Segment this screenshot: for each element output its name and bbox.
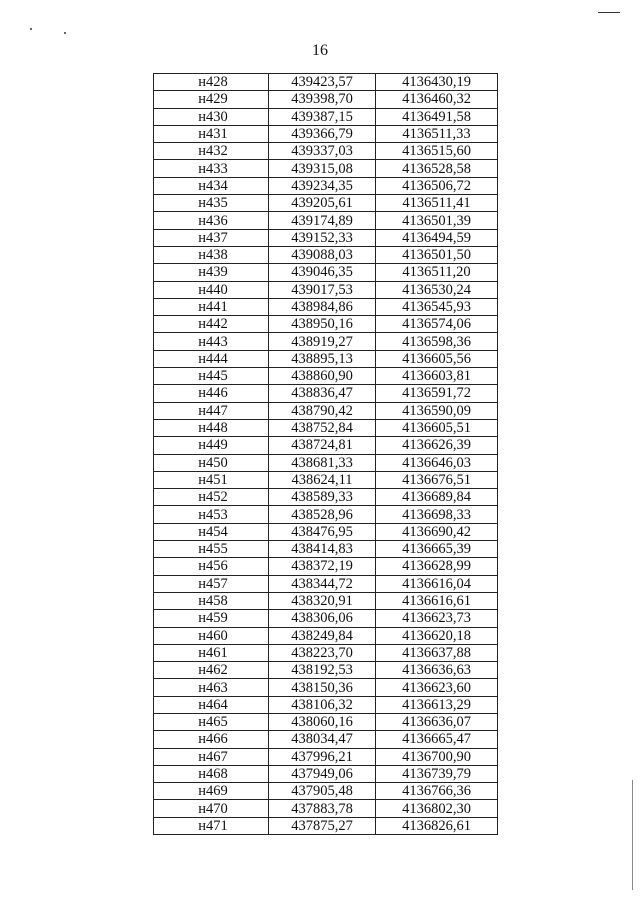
table-row (154, 350, 498, 367)
y-coordinate-cell: 4136637,88 (376, 644, 498, 661)
y-coordinate-cell: 4136620,18 (376, 627, 498, 644)
y-coordinate-cell: 4136430,19 (376, 74, 498, 91)
point-cell: н450 (154, 454, 269, 471)
y-coordinate-cell: 4136494,59 (376, 229, 498, 246)
table-row (154, 419, 498, 436)
y-coordinate-cell: 4136590,09 (376, 402, 498, 419)
x-coordinate-cell: 438860,90 (269, 368, 376, 385)
table-row (154, 489, 498, 506)
y-coordinate-cell: 4136826,61 (376, 817, 498, 834)
table-row (154, 108, 498, 125)
table-row (154, 368, 498, 385)
table-row (154, 264, 498, 281)
point-cell: н468 (154, 765, 269, 782)
table-row (154, 143, 498, 160)
scan-mark-top-right (598, 12, 620, 13)
point-cell: н443 (154, 333, 269, 350)
scan-edge-line (632, 780, 633, 890)
table-row (154, 333, 498, 350)
point-cell: н461 (154, 644, 269, 661)
point-cell: н437 (154, 229, 269, 246)
point-cell: н458 (154, 592, 269, 609)
table-row (154, 385, 498, 402)
y-coordinate-cell: 4136605,51 (376, 419, 498, 436)
x-coordinate-cell: 439088,03 (269, 246, 376, 263)
table-row (154, 800, 498, 817)
y-coordinate-cell: 4136511,41 (376, 195, 498, 212)
x-coordinate-cell: 438320,91 (269, 592, 376, 609)
y-coordinate-cell: 4136530,24 (376, 281, 498, 298)
y-coordinate-cell: 4136511,33 (376, 125, 498, 142)
x-coordinate-cell: 439337,03 (269, 143, 376, 160)
x-coordinate-cell: 438624,11 (269, 471, 376, 488)
point-cell: н466 (154, 731, 269, 748)
point-cell: н442 (154, 316, 269, 333)
y-coordinate-cell: 4136616,61 (376, 592, 498, 609)
x-coordinate-cell: 439152,33 (269, 229, 376, 246)
table-row (154, 281, 498, 298)
table-row (154, 74, 498, 91)
y-coordinate-cell: 4136591,72 (376, 385, 498, 402)
y-coordinate-cell: 4136460,32 (376, 91, 498, 108)
x-coordinate-cell: 438306,06 (269, 610, 376, 627)
point-cell: н467 (154, 748, 269, 765)
y-coordinate-cell: 4136491,58 (376, 108, 498, 125)
table-row (154, 731, 498, 748)
table-row (154, 610, 498, 627)
point-cell: н449 (154, 437, 269, 454)
x-coordinate-cell: 439205,61 (269, 195, 376, 212)
x-coordinate-cell: 438589,33 (269, 489, 376, 506)
x-coordinate-cell: 438984,86 (269, 298, 376, 315)
point-cell: н429 (154, 91, 269, 108)
table-row (154, 160, 498, 177)
table-row (154, 212, 498, 229)
x-coordinate-cell: 438249,84 (269, 627, 376, 644)
y-coordinate-cell: 4136528,58 (376, 160, 498, 177)
y-coordinate-cell: 4136545,93 (376, 298, 498, 315)
point-cell: н430 (154, 108, 269, 125)
x-coordinate-cell: 438895,13 (269, 350, 376, 367)
y-coordinate-cell: 4136603,81 (376, 368, 498, 385)
table-row (154, 748, 498, 765)
table-row (154, 575, 498, 592)
table-row (154, 783, 498, 800)
y-coordinate-cell: 4136700,90 (376, 748, 498, 765)
y-coordinate-cell: 4136689,84 (376, 489, 498, 506)
table-row (154, 229, 498, 246)
point-cell: н452 (154, 489, 269, 506)
x-coordinate-cell: 438150,36 (269, 679, 376, 696)
x-coordinate-cell: 438476,95 (269, 523, 376, 540)
point-cell: н439 (154, 264, 269, 281)
point-cell: н434 (154, 177, 269, 194)
x-coordinate-cell: 438192,53 (269, 662, 376, 679)
y-coordinate-cell: 4136676,51 (376, 471, 498, 488)
x-coordinate-cell: 438223,70 (269, 644, 376, 661)
x-coordinate-cell: 437949,06 (269, 765, 376, 782)
point-cell: н435 (154, 195, 269, 212)
x-coordinate-cell: 437905,48 (269, 783, 376, 800)
x-coordinate-cell: 439174,89 (269, 212, 376, 229)
y-coordinate-cell: 4136636,63 (376, 662, 498, 679)
y-coordinate-cell: 4136646,03 (376, 454, 498, 471)
coordinates-table-body (154, 74, 498, 835)
table-row (154, 662, 498, 679)
point-cell: н462 (154, 662, 269, 679)
y-coordinate-cell: 4136598,36 (376, 333, 498, 350)
point-cell: н451 (154, 471, 269, 488)
y-coordinate-cell: 4136628,99 (376, 558, 498, 575)
x-coordinate-cell: 438752,84 (269, 419, 376, 436)
y-coordinate-cell: 4136802,30 (376, 800, 498, 817)
x-coordinate-cell: 438919,27 (269, 333, 376, 350)
y-coordinate-cell: 4136766,36 (376, 783, 498, 800)
point-cell: н469 (154, 783, 269, 800)
x-coordinate-cell: 438060,16 (269, 713, 376, 730)
table-row (154, 541, 498, 558)
y-coordinate-cell: 4136690,42 (376, 523, 498, 540)
point-cell: н448 (154, 419, 269, 436)
x-coordinate-cell: 438950,16 (269, 316, 376, 333)
point-cell: н464 (154, 696, 269, 713)
point-cell: н463 (154, 679, 269, 696)
point-cell: н441 (154, 298, 269, 315)
point-cell: н440 (154, 281, 269, 298)
y-coordinate-cell: 4136501,50 (376, 246, 498, 263)
point-cell: н428 (154, 74, 269, 91)
point-cell: н447 (154, 402, 269, 419)
y-coordinate-cell: 4136623,60 (376, 679, 498, 696)
y-coordinate-cell: 4136636,07 (376, 713, 498, 730)
point-cell: н444 (154, 350, 269, 367)
x-coordinate-cell: 439315,08 (269, 160, 376, 177)
y-coordinate-cell: 4136616,04 (376, 575, 498, 592)
table-row (154, 298, 498, 315)
table-row (154, 765, 498, 782)
point-cell: н431 (154, 125, 269, 142)
point-cell: н456 (154, 558, 269, 575)
scan-dot (64, 32, 66, 34)
y-coordinate-cell: 4136515,60 (376, 143, 498, 160)
point-cell: н455 (154, 541, 269, 558)
point-cell: н438 (154, 246, 269, 263)
x-coordinate-cell: 437875,27 (269, 817, 376, 834)
point-cell: н465 (154, 713, 269, 730)
x-coordinate-cell: 439234,35 (269, 177, 376, 194)
table-row (154, 506, 498, 523)
y-coordinate-cell: 4136623,73 (376, 610, 498, 627)
y-coordinate-cell: 4136665,39 (376, 541, 498, 558)
table-row (154, 437, 498, 454)
y-coordinate-cell: 4136511,20 (376, 264, 498, 281)
table-row (154, 558, 498, 575)
y-coordinate-cell: 4136501,39 (376, 212, 498, 229)
y-coordinate-cell: 4136574,06 (376, 316, 498, 333)
table-row (154, 627, 498, 644)
table-row (154, 592, 498, 609)
y-coordinate-cell: 4136613,29 (376, 696, 498, 713)
y-coordinate-cell: 4136506,72 (376, 177, 498, 194)
x-coordinate-cell: 439387,15 (269, 108, 376, 125)
table-row (154, 644, 498, 661)
point-cell: н432 (154, 143, 269, 160)
scan-dot (30, 28, 32, 30)
table-row (154, 454, 498, 471)
x-coordinate-cell: 439398,70 (269, 91, 376, 108)
table-row (154, 471, 498, 488)
point-cell: н459 (154, 610, 269, 627)
y-coordinate-cell: 4136626,39 (376, 437, 498, 454)
table-row (154, 316, 498, 333)
page-number: 16 (312, 42, 328, 59)
x-coordinate-cell: 438106,32 (269, 696, 376, 713)
x-coordinate-cell: 439046,35 (269, 264, 376, 281)
table-row (154, 402, 498, 419)
x-coordinate-cell: 438790,42 (269, 402, 376, 419)
x-coordinate-cell: 438836,47 (269, 385, 376, 402)
x-coordinate-cell: 439366,79 (269, 125, 376, 142)
table-row (154, 696, 498, 713)
y-coordinate-cell: 4136739,79 (376, 765, 498, 782)
table-row (154, 246, 498, 263)
x-coordinate-cell: 439017,53 (269, 281, 376, 298)
table-row (154, 125, 498, 142)
point-cell: н470 (154, 800, 269, 817)
y-coordinate-cell: 4136665,47 (376, 731, 498, 748)
y-coordinate-cell: 4136698,33 (376, 506, 498, 523)
coordinates-table (153, 73, 498, 835)
point-cell: н433 (154, 160, 269, 177)
table-row (154, 195, 498, 212)
table-row (154, 713, 498, 730)
x-coordinate-cell: 438681,33 (269, 454, 376, 471)
x-coordinate-cell: 438034,47 (269, 731, 376, 748)
point-cell: н454 (154, 523, 269, 540)
x-coordinate-cell: 437996,21 (269, 748, 376, 765)
table-row (154, 91, 498, 108)
point-cell: н445 (154, 368, 269, 385)
point-cell: н436 (154, 212, 269, 229)
table-row (154, 523, 498, 540)
x-coordinate-cell: 439423,57 (269, 74, 376, 91)
x-coordinate-cell: 438528,96 (269, 506, 376, 523)
x-coordinate-cell: 438724,81 (269, 437, 376, 454)
point-cell: н446 (154, 385, 269, 402)
x-coordinate-cell: 438414,83 (269, 541, 376, 558)
table-row (154, 679, 498, 696)
y-coordinate-cell: 4136605,56 (376, 350, 498, 367)
x-coordinate-cell: 438344,72 (269, 575, 376, 592)
point-cell: н460 (154, 627, 269, 644)
table-row (154, 817, 498, 834)
point-cell: н471 (154, 817, 269, 834)
x-coordinate-cell: 438372,19 (269, 558, 376, 575)
point-cell: н457 (154, 575, 269, 592)
x-coordinate-cell: 437883,78 (269, 800, 376, 817)
point-cell: н453 (154, 506, 269, 523)
table-row (154, 177, 498, 194)
